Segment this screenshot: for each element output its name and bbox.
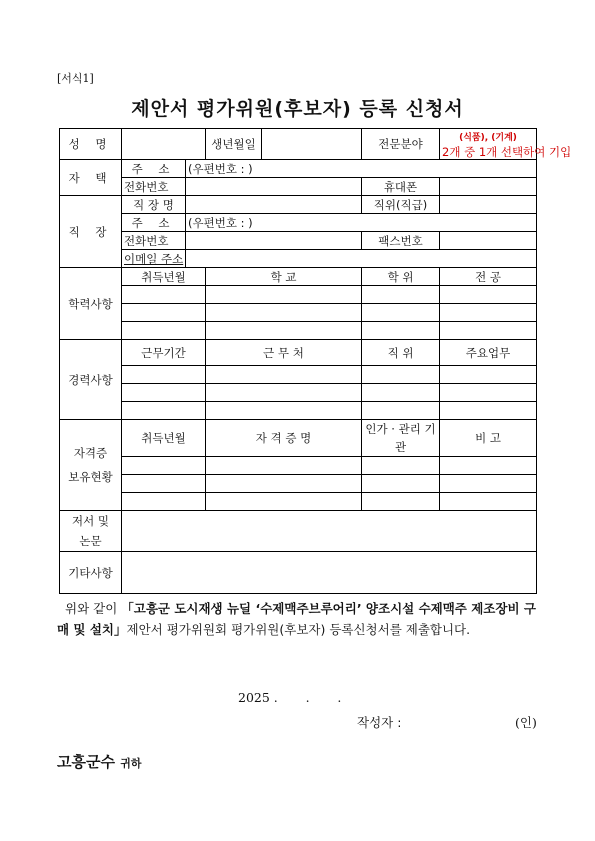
field-note: 2개 중 1개 선택하여 기입: [442, 145, 572, 159]
education-section-label: 학력사항: [60, 268, 122, 340]
license-cell[interactable]: [440, 457, 537, 475]
education-cell[interactable]: [122, 286, 206, 304]
license-header-remarks: 비 고: [440, 420, 537, 457]
declaration-paragraph: [57, 598, 537, 640]
addressee: [57, 751, 141, 772]
home-address-field[interactable]: (우편번호 : ): [186, 160, 537, 178]
license-cell[interactable]: [362, 493, 440, 511]
position-label: 직위(직급): [362, 196, 440, 214]
declaration-part2: 제안서 평가위원회 평가위원(후보자) 등록신청서를 제출합니다.: [126, 622, 471, 637]
license-cell[interactable]: [440, 493, 537, 511]
career-header-period: 근무기간: [122, 340, 206, 366]
work-phone-label: 전화번호: [122, 232, 186, 250]
name-label: 성 명: [60, 129, 122, 160]
career-cell[interactable]: [440, 366, 537, 384]
license-cell[interactable]: [362, 475, 440, 493]
career-cell[interactable]: [206, 384, 362, 402]
license-header-date: 취득년월: [122, 420, 206, 457]
career-header-position: 직 위: [362, 340, 440, 366]
education-cell[interactable]: [440, 286, 537, 304]
license-cell[interactable]: [206, 457, 362, 475]
field-note-bold: (식품), (기계): [459, 133, 517, 143]
education-cell[interactable]: [362, 304, 440, 322]
education-cell[interactable]: [440, 304, 537, 322]
education-cell[interactable]: [362, 286, 440, 304]
writer-label: 작성자 :: [357, 715, 402, 730]
license-cell[interactable]: [122, 457, 206, 475]
license-header-agency: 인가 · 관리 기관: [362, 420, 440, 457]
email-field[interactable]: [186, 250, 537, 268]
education-header-major: 전 공: [440, 268, 537, 286]
career-cell[interactable]: [122, 366, 206, 384]
license-section-label: [60, 420, 122, 511]
form-number-label: [서식1]: [57, 72, 94, 85]
career-cell[interactable]: [362, 402, 440, 420]
field-label: 전문분야: [362, 129, 440, 160]
registration-form-table: [59, 128, 572, 594]
home-mobile-field[interactable]: [440, 178, 537, 196]
others-label: 기타사항: [60, 552, 122, 594]
publications-label: [60, 511, 122, 552]
home-address-label: 주 소: [122, 160, 186, 178]
license-cell[interactable]: [206, 475, 362, 493]
education-cell[interactable]: [122, 304, 206, 322]
publications-field[interactable]: [122, 511, 537, 552]
education-header-date: 취득년월: [122, 268, 206, 286]
fax-label: 팩스번호: [362, 232, 440, 250]
work-phone-field[interactable]: [186, 232, 362, 250]
license-cell[interactable]: [206, 493, 362, 511]
work-address-field[interactable]: (우편번호 : ): [186, 214, 537, 232]
home-mobile-label: 휴대폰: [362, 178, 440, 196]
education-cell[interactable]: [206, 322, 362, 340]
declaration-project-name: 「고흥군 도시재생 뉴딜 ‘수제맥주브루어리’ 양조시설 수제맥주 제조장비 구매 및 설치」: [57, 601, 536, 637]
career-header-duty: 주요업무: [440, 340, 537, 366]
license-section-line2: 보유현황: [68, 470, 113, 484]
seal-mark: (인): [515, 715, 537, 730]
addressee-name: 고흥군수: [57, 753, 115, 771]
education-cell[interactable]: [122, 322, 206, 340]
work-address-label: 주 소: [122, 214, 186, 232]
education-cell[interactable]: [362, 322, 440, 340]
birth-label: 생년월일: [206, 129, 262, 160]
workplace-field[interactable]: [186, 196, 362, 214]
license-cell[interactable]: [362, 457, 440, 475]
birth-field[interactable]: [262, 129, 362, 160]
addressee-suffix: 귀하: [120, 757, 142, 770]
career-cell[interactable]: [122, 384, 206, 402]
career-cell[interactable]: [206, 402, 362, 420]
license-cell[interactable]: [122, 475, 206, 493]
fax-field[interactable]: [440, 232, 537, 250]
license-section-line1: 자격증: [73, 446, 108, 460]
email-label: 이메일 주소: [122, 250, 186, 268]
education-cell[interactable]: [206, 304, 362, 322]
career-header-workplace: 근 무 처: [206, 340, 362, 366]
home-section-label: 자 택: [60, 160, 122, 196]
education-header-degree: 학 위: [362, 268, 440, 286]
field-field[interactable]: [440, 129, 572, 160]
document-title: 제안서 평가위원(후보자) 등록 신청서: [131, 98, 464, 120]
license-cell[interactable]: [440, 475, 537, 493]
home-phone-label: 전화번호: [122, 178, 186, 196]
education-cell[interactable]: [206, 286, 362, 304]
education-cell[interactable]: [440, 322, 537, 340]
home-phone-field[interactable]: [186, 178, 362, 196]
name-field[interactable]: [122, 129, 206, 160]
career-cell[interactable]: [122, 402, 206, 420]
publications-line2: 논문: [79, 534, 102, 548]
work-section-label: 직 장: [60, 196, 122, 268]
license-cell[interactable]: [122, 493, 206, 511]
workplace-label: 직 장 명: [122, 196, 186, 214]
publications-line1: 저서 및: [72, 514, 109, 528]
education-header-school: 학 교: [206, 268, 362, 286]
career-cell[interactable]: [440, 384, 537, 402]
career-cell[interactable]: [362, 384, 440, 402]
career-cell[interactable]: [206, 366, 362, 384]
career-cell[interactable]: [440, 402, 537, 420]
license-header-name: 자 격 증 명: [206, 420, 362, 457]
others-field[interactable]: [122, 552, 537, 594]
date-line: 2025 . . .: [238, 690, 342, 705]
declaration-part1: 위와 같이: [65, 601, 122, 616]
career-section-label: 경력사항: [60, 340, 122, 420]
position-field[interactable]: [440, 196, 537, 214]
career-cell[interactable]: [362, 366, 440, 384]
